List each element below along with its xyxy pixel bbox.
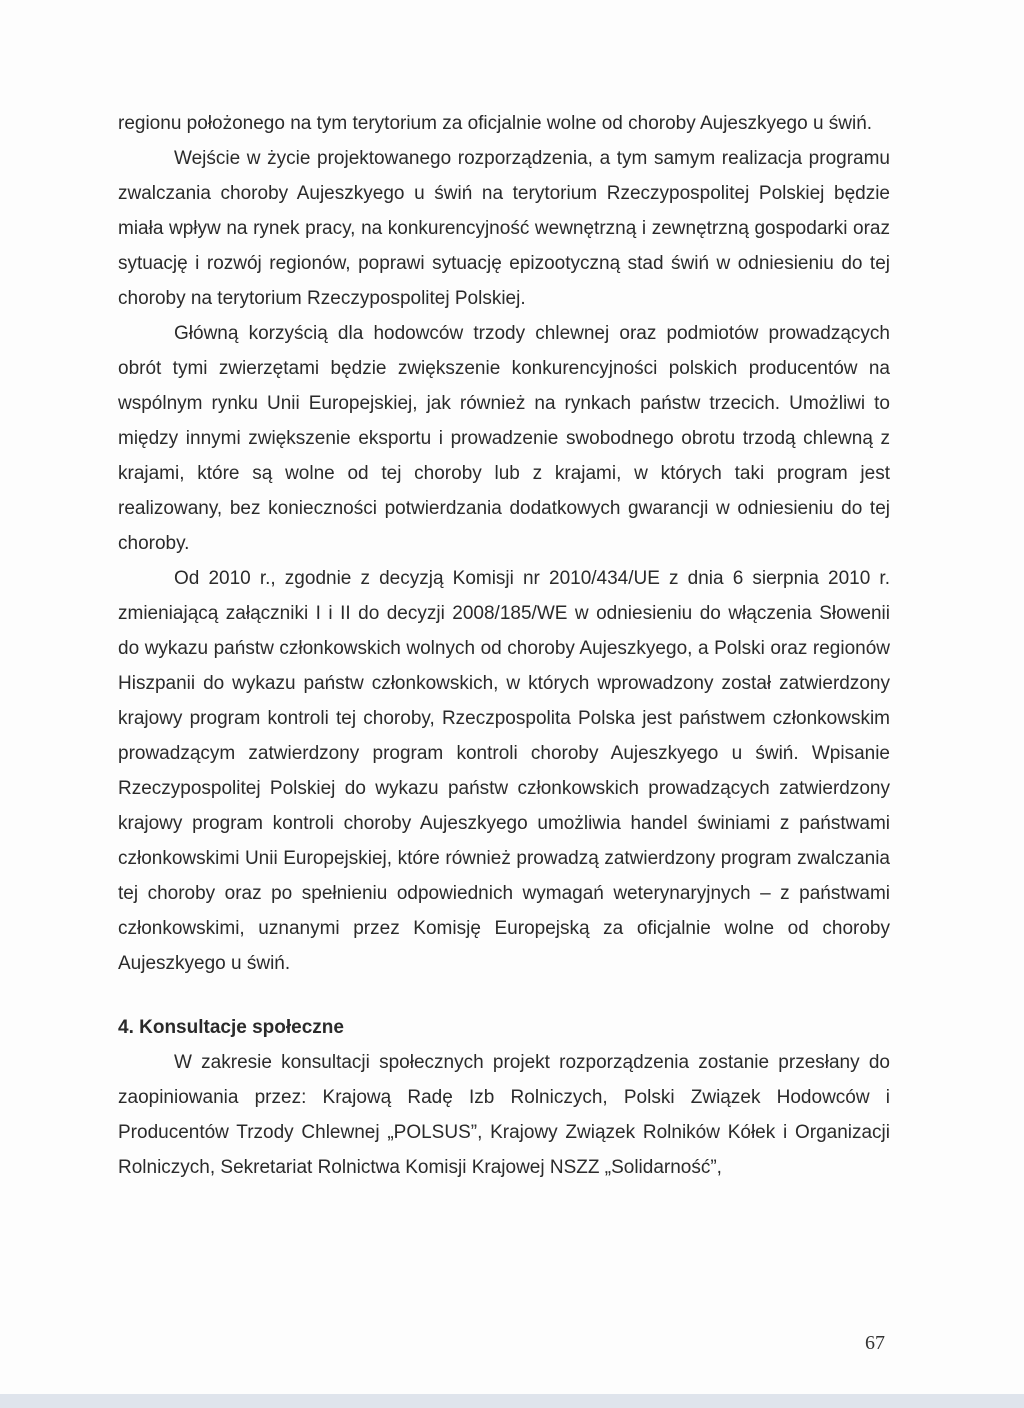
paragraph-impact: Wejście w życie projektowanego rozporządzenia, a tym samym realizacja programu zwalczania choroby Aujeszkyego u świń na terytorium Rzeczypospolitej Polskiej będzie miała wpływ na rynek pracy, na konkurencyjność wewnętrzną i zewnętrzną gospodarki oraz sytuację i rozwój regionów, poprawi sytuację epizootyczną stad świń w odniesieniu do tej choroby na terytorium Rzeczypospolitej Polskiej.: [118, 148, 890, 309]
scan-bottom-edge: [0, 1394, 1024, 1408]
paragraph-benefits: Główną korzyścią dla hodowców trzody chlewnej oraz podmiotów prowadzących obrót tymi zwierzętami będzie zwiększenie konkurencyjności polskich producentów na wspólnym rynku Unii Europejskiej, jak również na rynkach państw trzecich. Umożliwi to między innymi zwiększenie eksportu i prowadzenie swobodnego obrotu trzodą chlewną z krajami, które są wolne od tej choroby lub z krajami, w których taki program jest realizowany, bez konieczności potwierdzania dodatkowych gwarancji w odniesieniu do tej choroby.: [118, 323, 890, 554]
page-number: 67: [865, 1332, 885, 1354]
paragraph-consultations: W zakresie konsultacji społecznych projekt rozporządzenia zostanie przesłany do zaopiniowania przez: Krajową Radę Izb Rolniczych, Polski Związek Hodowców i Producentów Trzody Chlewnej „POLSUS”, Krajowy Związek Rolników Kółek i Organizacji Rolniczych, Sekretariat Rolnictwa Komisji Krajowej NSZZ „Solidarność”,: [118, 1052, 890, 1178]
paragraph-continuation: regionu położonego na tym terytorium za oficjalnie wolne od choroby Aujeszkyego u świń.: [118, 113, 873, 134]
paragraph-eu-decision: Od 2010 r., zgodnie z decyzją Komisji nr 2010/434/UE z dnia 6 sierpnia 2010 r. zmieniającą załączniki I i II do decyzji 2008/185/WE w odniesieniu do włączenia Słowenii do wykazu państw członkowskich wolnych od choroby Aujeszkyego, a Polski oraz regionów Hiszpanii do wykazu państw członkowskich, w których wprowadzony został zatwierdzony krajowy program kontroli tej choroby, Rzeczpospolita Polska jest państwem członkowskim prowadzącym zatwierdzony program kontroli choroby Aujeszkyego u świń. Wpisanie Rzeczypospolitej Polskiej do wykazu państw członkowskich prowadzących zatwierdzony krajowy program kontroli choroby Aujeszkyego umożliwia handel świniami z państwami członkowskimi Unii Europejskiej, które również prowadzą zatwierdzony program zwalczania tej choroby oraz po spełnieniu odpowiednich wymagań weterynaryjnych – z państwami członkowskimi, uznanymi przez Komisję Europejską za oficjalnie wolne od choroby Aujeszkyego u świń.: [118, 568, 890, 974]
section-heading: 4. Konsultacje społeczne: [118, 1017, 344, 1038]
body-text: [118, 106, 890, 1185]
